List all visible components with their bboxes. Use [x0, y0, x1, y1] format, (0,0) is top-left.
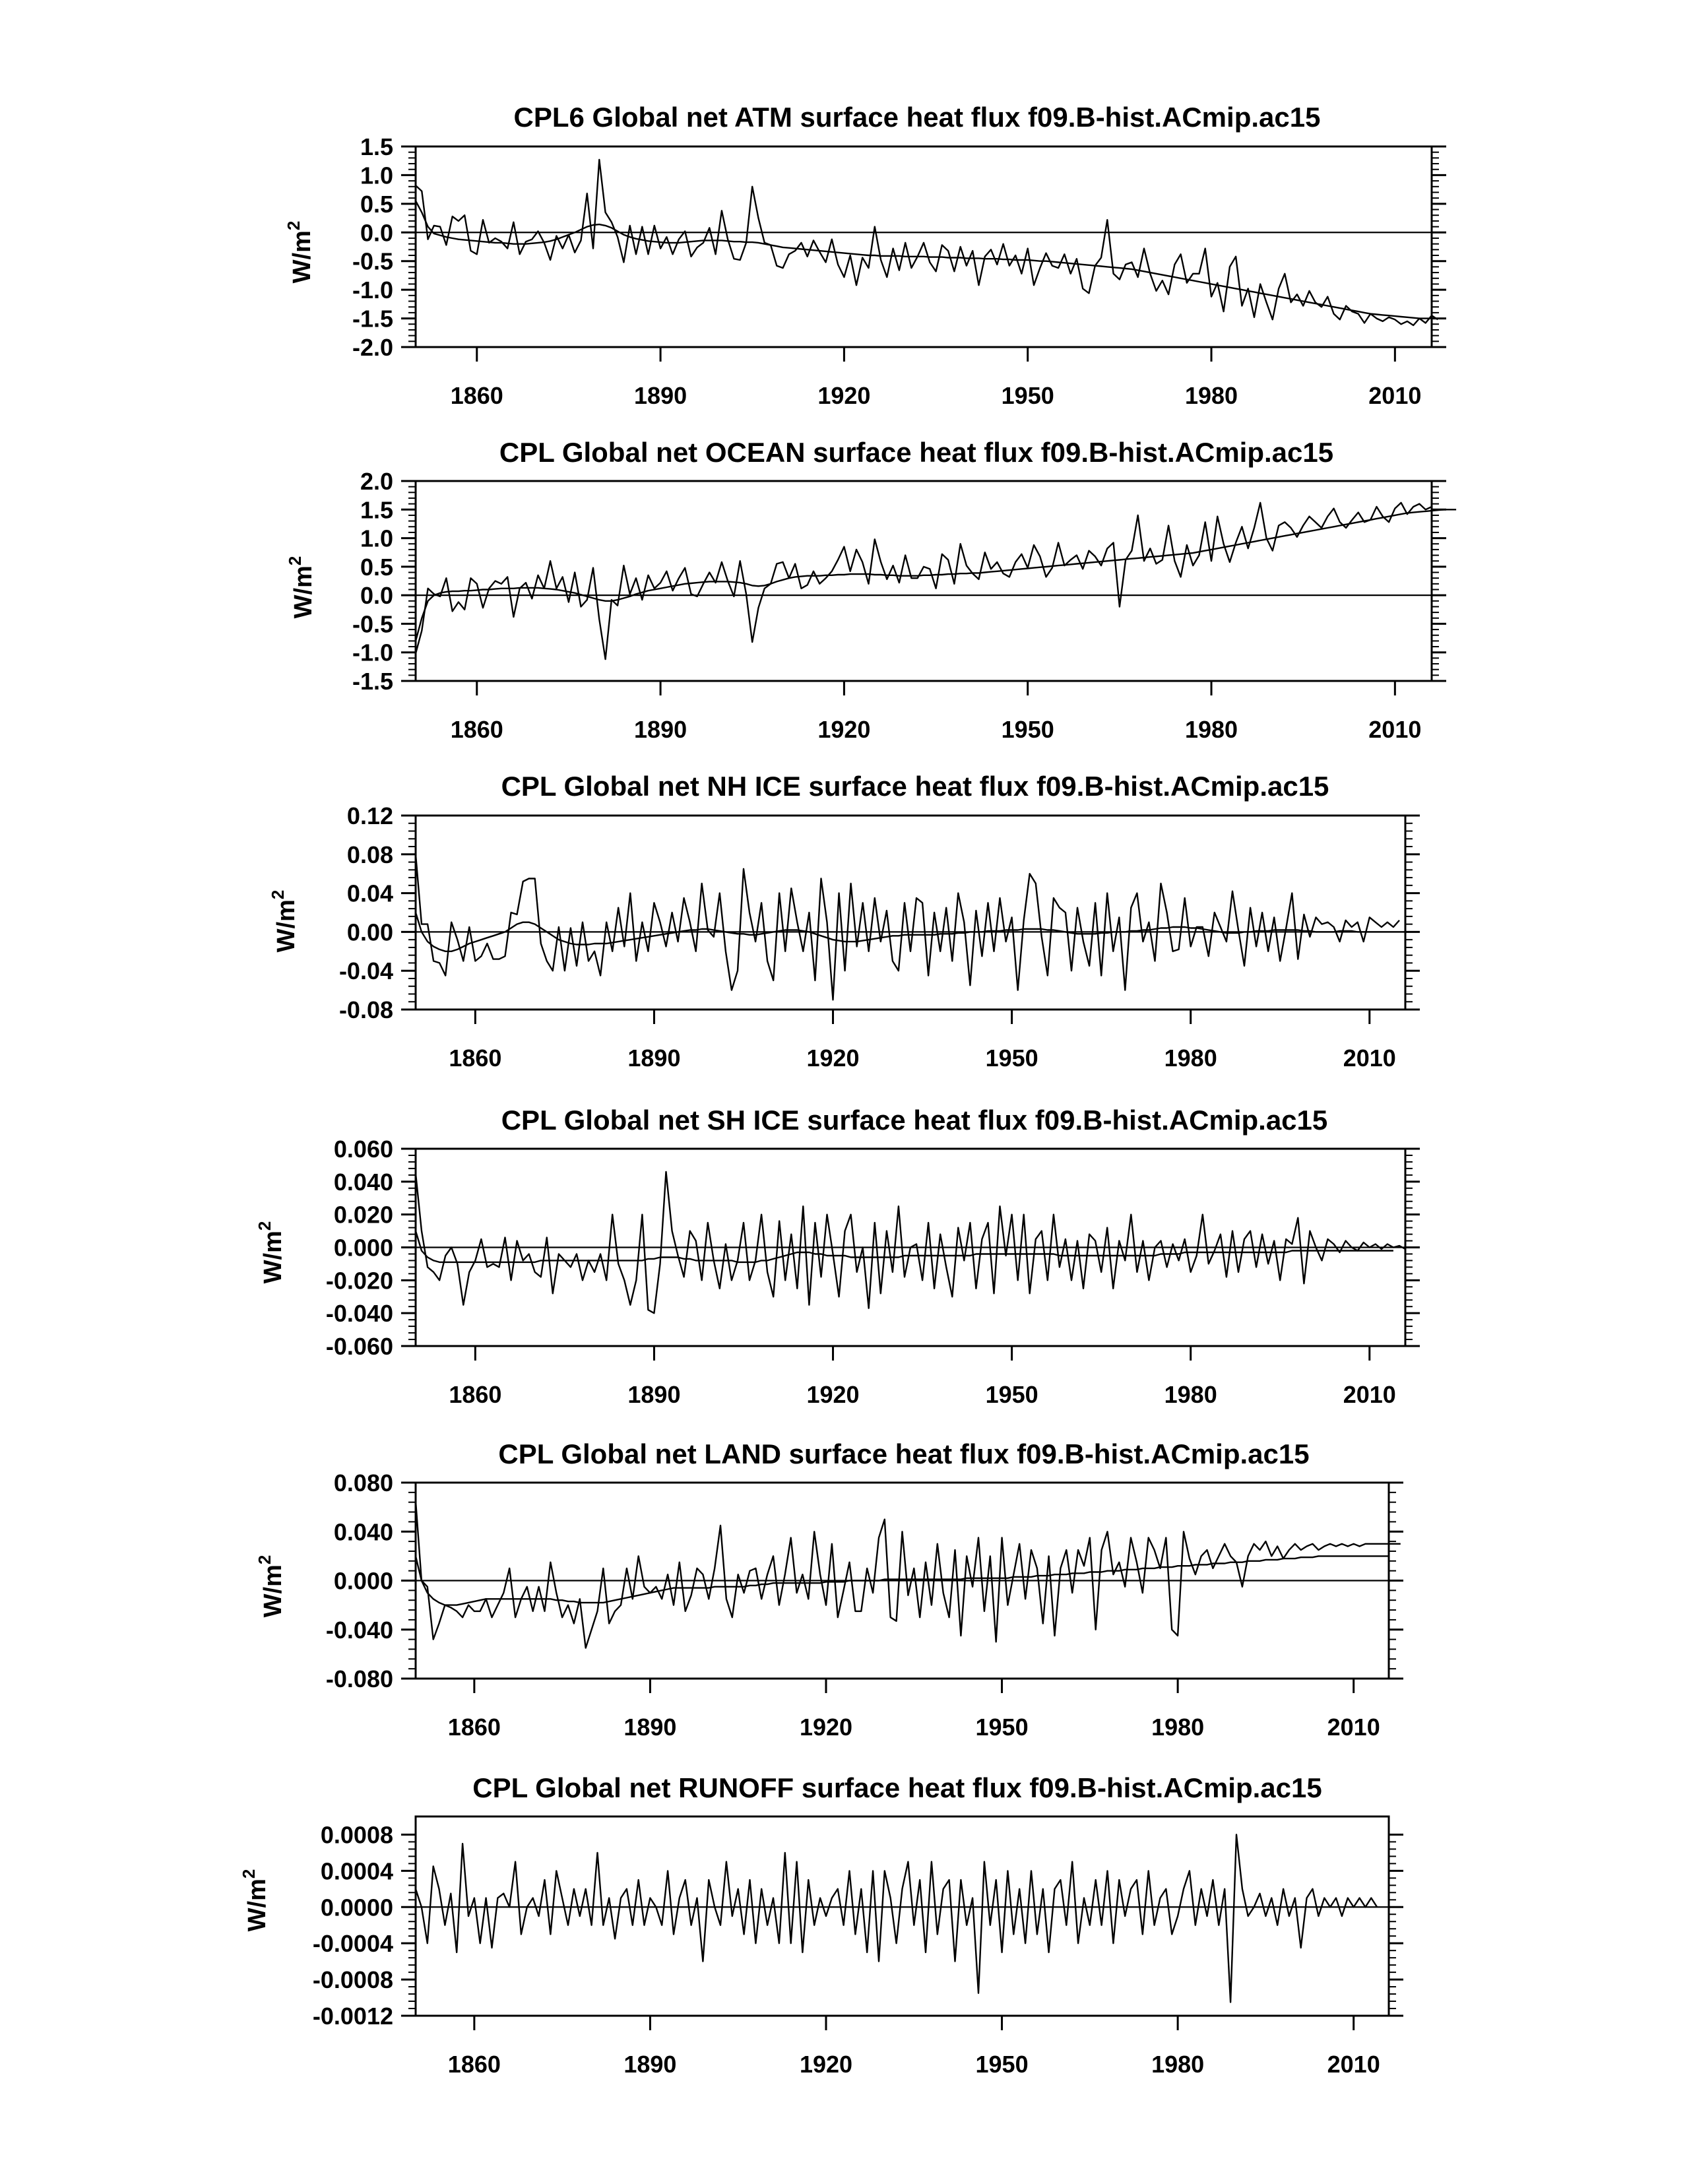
panel-runoff-ytick-label: 0.0004 — [320, 1857, 393, 1885]
panel-sh-ice-ylabel-exp: 2 — [255, 1221, 274, 1231]
panel-ocean-ytick-label: -1.0 — [352, 639, 393, 666]
panel-nh-ice-ylabel-exp: 2 — [268, 889, 288, 900]
panel-runoff-xtick-label: 2010 — [1327, 2051, 1380, 2078]
panel-nh-ice-xtick-label: 1920 — [806, 1044, 860, 1072]
panel-land-ylabel — [255, 1555, 287, 1618]
panel-sh-ice-ytick-label: 0.000 — [333, 1234, 393, 1262]
panel-land-ytick-label: -0.080 — [325, 1665, 393, 1692]
panel-runoff-series-annual — [416, 1835, 1377, 2003]
panel-runoff-xtick-label: 1920 — [799, 2051, 853, 2078]
panel-land-title: CPL Global net LAND surface heat flux f09.B-hist.ACmip.ac15 — [498, 1438, 1310, 1469]
panel-runoff-ylabel — [239, 1869, 271, 1932]
panel-nh-ice-xtick-label: 1980 — [1164, 1044, 1217, 1072]
panel-atm-ytick-label: 1.5 — [360, 133, 393, 160]
panel-atm-xtick-label: 1980 — [1184, 382, 1238, 409]
panel-sh-ice-xtick-label: 1920 — [806, 1381, 860, 1408]
panel-ocean-xtick-label: 1860 — [450, 716, 503, 743]
panel-sh-ice-ylabel — [255, 1221, 287, 1284]
panel-atm-ytick-label: -1.5 — [352, 305, 393, 333]
panel-land-series-annual — [416, 1501, 1401, 1648]
panel-atm — [284, 102, 1446, 409]
panel-land-xtick-label: 1860 — [447, 1714, 501, 1741]
panel-ocean-ytick-label: 1.0 — [360, 525, 393, 552]
panel-ocean-ylabel-exp: 2 — [285, 556, 305, 566]
panel-sh-ice-ytick-label: 0.040 — [333, 1168, 393, 1196]
panel-sh-ice-xtick-label: 1860 — [449, 1381, 502, 1408]
panel-land-ylabel-base: W/m — [259, 1564, 287, 1618]
panel-ocean-frame — [416, 481, 1432, 681]
panel-atm-ytick-label: 1.0 — [360, 162, 393, 189]
panel-atm-ylabel — [284, 221, 316, 284]
panel-ocean-ytick-label: 0.5 — [360, 553, 393, 581]
panel-sh-ice-xtick-label: 1950 — [985, 1381, 1038, 1408]
panel-sh-ice-ylabel-base: W/m — [259, 1231, 287, 1284]
panel-sh-ice-xtick-label: 2010 — [1343, 1381, 1396, 1408]
panel-ocean-xtick-label: 1980 — [1184, 716, 1238, 743]
panel-runoff-xtick-label: 1980 — [1151, 2051, 1205, 2078]
svg-text:W/m2 — [268, 890, 300, 953]
panel-atm-xtick-label: 1890 — [634, 382, 687, 409]
panel-nh-ice-xtick-label: 1890 — [627, 1044, 681, 1072]
panel-land-ylabel-exp: 2 — [255, 1555, 274, 1565]
panel-runoff-frame — [416, 1816, 1389, 2016]
panel-nh-ice-ytick-label: -0.08 — [338, 996, 393, 1023]
panel-atm-series-running-mean — [416, 201, 1432, 319]
panel-nh-ice-ylabel — [268, 890, 300, 953]
panel-atm-ylabel-base: W/m — [288, 230, 316, 284]
panel-atm-ytick-label: 0.5 — [360, 190, 393, 218]
panel-ocean-xtick-label: 2010 — [1368, 716, 1422, 743]
panel-ocean-series-annual — [416, 503, 1432, 659]
panel-land-xtick-label: 1920 — [799, 1714, 853, 1741]
panel-nh-ice-ytick-label: 0.08 — [346, 841, 393, 868]
panel-runoff-xtick-label: 1860 — [447, 2051, 501, 2078]
panel-atm-xtick-label: 2010 — [1368, 382, 1422, 409]
svg-text:W/m2 — [255, 1221, 287, 1284]
panel-ocean-xtick-label: 1950 — [1001, 716, 1054, 743]
panel-atm-ytick-label: 0.0 — [360, 219, 393, 247]
panel-land-ytick-label: 0.080 — [333, 1469, 393, 1496]
panel-ocean-ylabel-base: W/m — [290, 565, 317, 619]
panel-ocean-ytick-label: -0.5 — [352, 610, 393, 638]
svg-text:W/m2 — [284, 221, 316, 284]
panel-runoff-ytick-label: 0.0000 — [320, 1894, 393, 1921]
panel-ocean — [285, 437, 1456, 743]
panel-land-xtick-label: 1890 — [623, 1714, 677, 1741]
panel-land-ytick-label: -0.040 — [325, 1616, 393, 1644]
panel-ocean-title: CPL Global net OCEAN surface heat flux f09.B-hist.ACmip.ac15 — [499, 437, 1334, 468]
panel-ocean-ytick-label: -1.5 — [352, 668, 393, 695]
panel-runoff-ytick-label: -0.0008 — [312, 1966, 393, 1994]
panel-nh-ice-ylabel-base: W/m — [272, 899, 300, 953]
panel-runoff-ytick-label: 0.0008 — [320, 1821, 393, 1849]
panel-nh-ice-ytick-label: 0.04 — [346, 880, 393, 907]
panel-runoff-title: CPL Global net RUNOFF surface heat flux f09.B-hist.ACmip.ac15 — [472, 1772, 1322, 1803]
panel-sh-ice — [255, 1105, 1420, 1408]
panel-nh-ice-series-annual — [416, 854, 1399, 1000]
panel-sh-ice-xtick-label: 1890 — [627, 1381, 681, 1408]
panel-land-xtick-label: 2010 — [1327, 1714, 1380, 1741]
panel-ocean-xtick-label: 1890 — [634, 716, 687, 743]
panel-sh-ice-ytick-label: -0.020 — [325, 1267, 393, 1295]
panel-ocean-ylabel — [285, 556, 317, 619]
svg-text:W/m2 — [285, 556, 317, 619]
panel-ocean-ytick-label: 2.0 — [360, 468, 393, 495]
panel-nh-ice — [268, 771, 1420, 1072]
panel-ocean-series-running-mean — [416, 509, 1456, 641]
panel-atm-series-annual — [416, 160, 1438, 325]
panel-sh-ice-ytick-label: 0.020 — [333, 1201, 393, 1229]
panel-land-xtick-label: 1950 — [975, 1714, 1029, 1741]
panel-atm-title: CPL6 Global net ATM surface heat flux f09.B-hist.ACmip.ac15 — [513, 102, 1321, 133]
panel-nh-ice-xtick-label: 1860 — [449, 1044, 502, 1072]
panel-nh-ice-frame — [416, 816, 1405, 1010]
panel-runoff-xtick-label: 1950 — [975, 2051, 1029, 2078]
panel-runoff-xtick-label: 1890 — [623, 2051, 677, 2078]
panel-sh-ice-ytick-label: -0.060 — [325, 1333, 393, 1360]
panel-runoff — [239, 1772, 1403, 2078]
panel-sh-ice-ytick-label: -0.040 — [325, 1300, 393, 1328]
panel-sh-ice-xtick-label: 1980 — [1164, 1381, 1217, 1408]
panel-nh-ice-ytick-label: -0.04 — [338, 957, 393, 985]
panel-sh-ice-series-annual — [416, 1172, 1405, 1313]
panel-atm-frame — [416, 146, 1432, 347]
panel-sh-ice-title: CPL Global net SH ICE surface heat flux f09.B-hist.ACmip.ac15 — [501, 1105, 1328, 1136]
panel-land-xtick-label: 1980 — [1151, 1714, 1205, 1741]
panel-ocean-ytick-label: 0.0 — [360, 582, 393, 610]
panel-atm-xtick-label: 1920 — [817, 382, 871, 409]
panel-ocean-xtick-label: 1920 — [817, 716, 871, 743]
panel-atm-ytick-label: -0.5 — [352, 247, 393, 275]
panel-atm-ytick-label: -1.0 — [352, 276, 393, 304]
panel-runoff-ytick-label: -0.0004 — [312, 1930, 393, 1958]
panel-atm-ylabel-exp: 2 — [284, 220, 303, 231]
panel-ocean-ytick-label: 1.5 — [360, 496, 393, 524]
panel-land-ytick-label: 0.040 — [333, 1518, 393, 1546]
panel-runoff-ylabel-base: W/m — [243, 1879, 271, 1932]
svg-text:W/m2 — [239, 1869, 271, 1932]
panel-nh-ice-ytick-label: 0.12 — [346, 802, 393, 829]
panel-nh-ice-title: CPL Global net NH ICE surface heat flux f09.B-hist.ACmip.ac15 — [501, 771, 1329, 802]
panel-runoff-ytick-label: -0.0012 — [312, 2003, 393, 2030]
panel-runoff-ylabel-exp: 2 — [239, 1869, 259, 1879]
panel-land — [255, 1438, 1403, 1741]
panel-atm-ytick-label: -2.0 — [352, 334, 393, 361]
panel-sh-ice-ytick-label: 0.060 — [333, 1136, 393, 1163]
panel-nh-ice-xtick-label: 1950 — [985, 1044, 1038, 1072]
panel-atm-xtick-label: 1950 — [1001, 382, 1054, 409]
svg-text:W/m2 — [255, 1555, 287, 1618]
panel-nh-ice-xtick-label: 2010 — [1343, 1044, 1396, 1072]
panel-nh-ice-ytick-label: 0.00 — [346, 918, 393, 946]
panel-land-ytick-label: 0.000 — [333, 1567, 393, 1595]
panel-atm-xtick-label: 1860 — [450, 382, 503, 409]
